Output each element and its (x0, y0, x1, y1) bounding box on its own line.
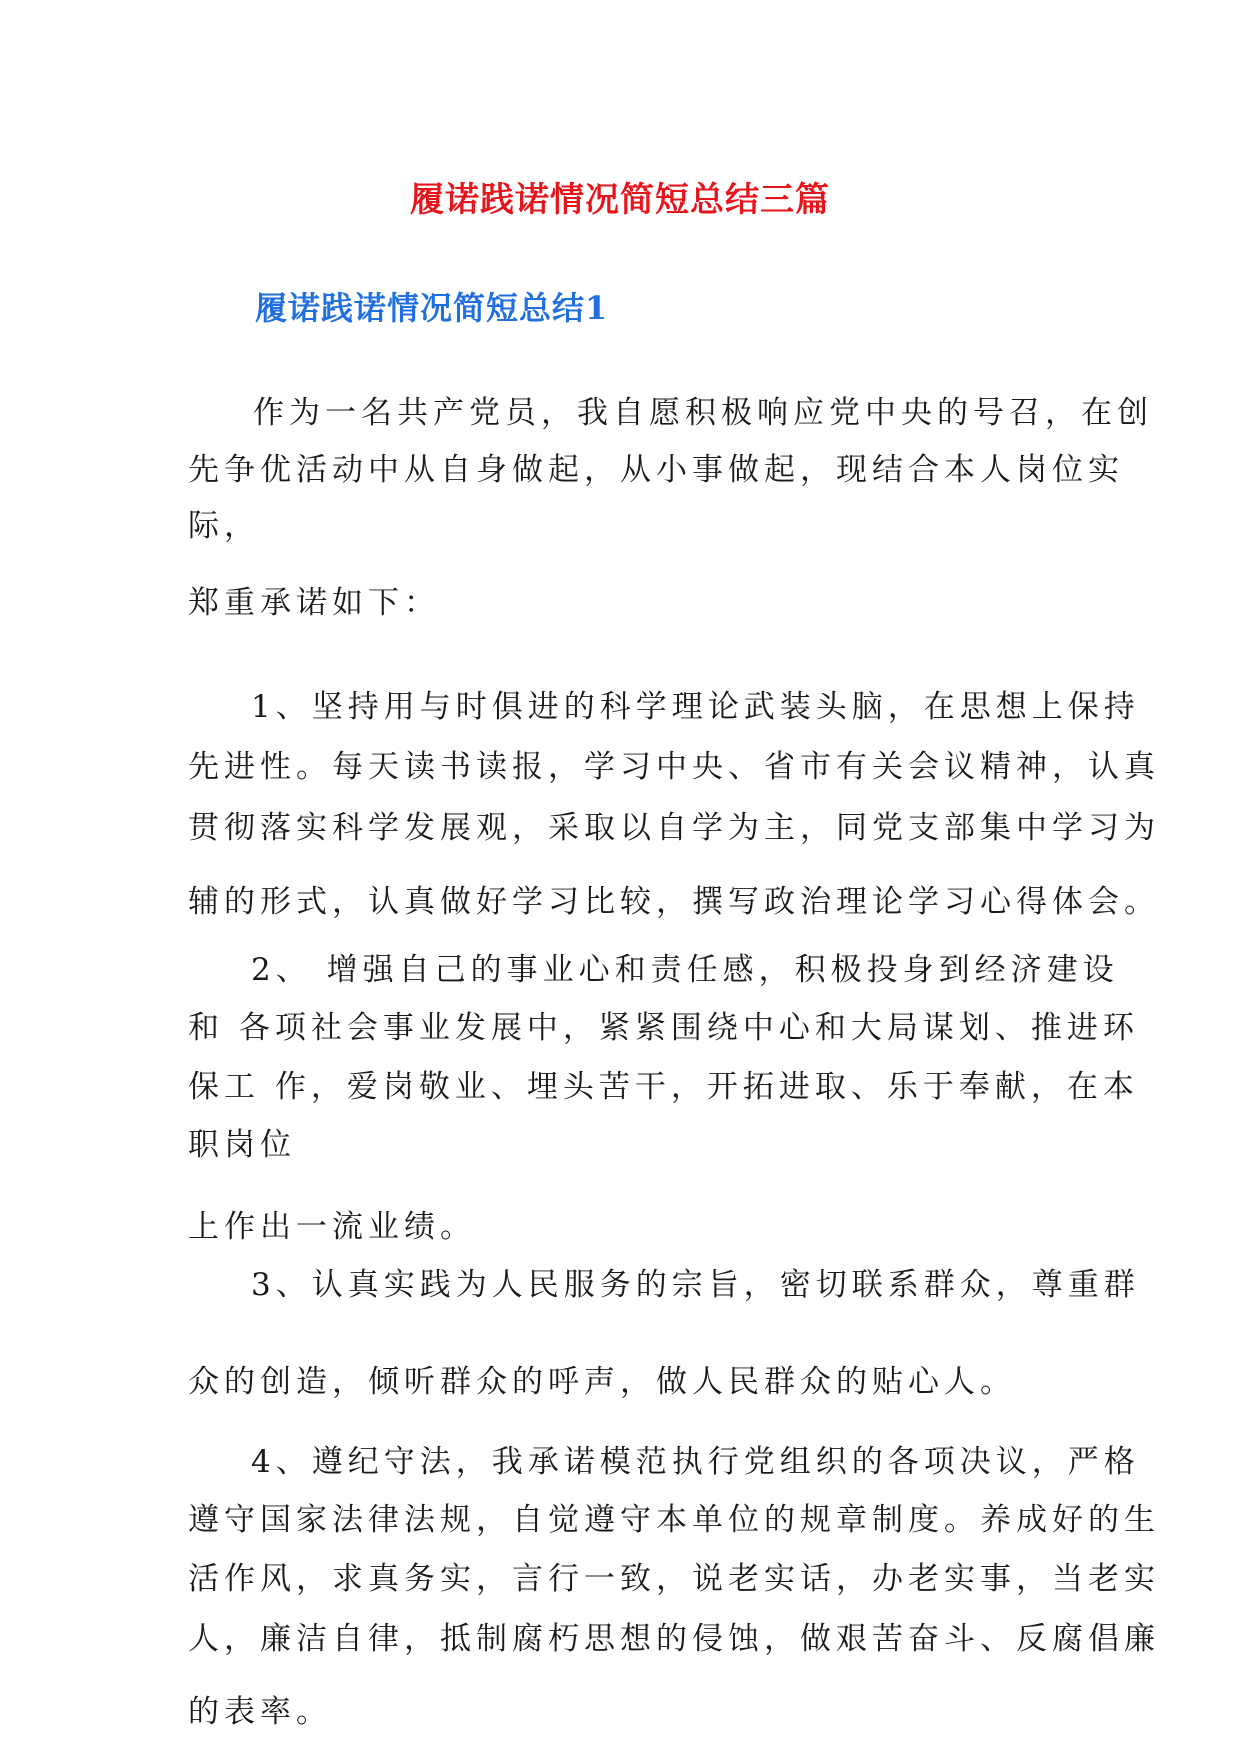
paragraph-line: 众的创造，倾听群众的呼声，做人民群众的贴心人。 (188, 1364, 1016, 1400)
paragraph-line: 和 各项社会事业发展中，紧紧围绕中心和大局谋划、推进环 (188, 1010, 1139, 1046)
paragraph-line: 辅的形式，认真做好学习比较，撰写政治理论学习心得体会。 (188, 884, 1160, 920)
paragraph-line: 人，廉洁自律，抵制腐朽思想的侵蚀，做艰苦奋斗、反腐倡廉 (188, 1621, 1160, 1657)
paragraph-line: 际， (188, 508, 260, 544)
paragraph-line: 保工 作，爱岗敬业、埋头苦干，开拓进取、乐于奉献，在本 (188, 1069, 1139, 1105)
section-heading: 履诺践诺情况简短总结1 (255, 289, 609, 327)
paragraph-line: 2、 增强自己的事业心和责任感，积极投身到经济建设 (251, 952, 1119, 988)
paragraph-line: 上作出一流业绩。 (188, 1209, 476, 1245)
paragraph-line: 先争优活动中从自身做起，从小事做起，现结合本人岗位实 (188, 452, 1124, 488)
paragraph-line: 活作风，求真务实，言行一致，说老实话，办老实事，当老实 (188, 1561, 1160, 1597)
paragraph-line: 1、坚持用与时俱进的科学理论武装头脑，在思想上保持 (251, 689, 1140, 725)
paragraph-line: 4、遵纪守法，我承诺模范执行党组织的各项决议，严格 (251, 1444, 1140, 1480)
paragraph-line: 先进性。每天读书读报，学习中央、省市有关会议精神，认真 (188, 749, 1160, 785)
paragraph-line: 郑重承诺如下： (188, 585, 440, 621)
paragraph-line: 贯彻落实科学发展观，采取以自学为主，同党支部集中学习为 (188, 810, 1160, 846)
paragraph-line: 职岗位 (188, 1127, 296, 1163)
paragraph-line: 3、认真实践为人民服务的宗旨，密切联系群众，尊重群 (251, 1267, 1140, 1303)
paragraph-line: 遵守国家法律法规，自觉遵守本单位的规章制度。养成好的生 (188, 1502, 1160, 1538)
document-title: 履诺践诺情况简短总结三篇 (410, 180, 830, 220)
paragraph-line: 作为一名共产党员，我自愿积极响应党中央的号召，在创 (253, 395, 1153, 431)
paragraph-line: 的表率。 (188, 1694, 332, 1730)
